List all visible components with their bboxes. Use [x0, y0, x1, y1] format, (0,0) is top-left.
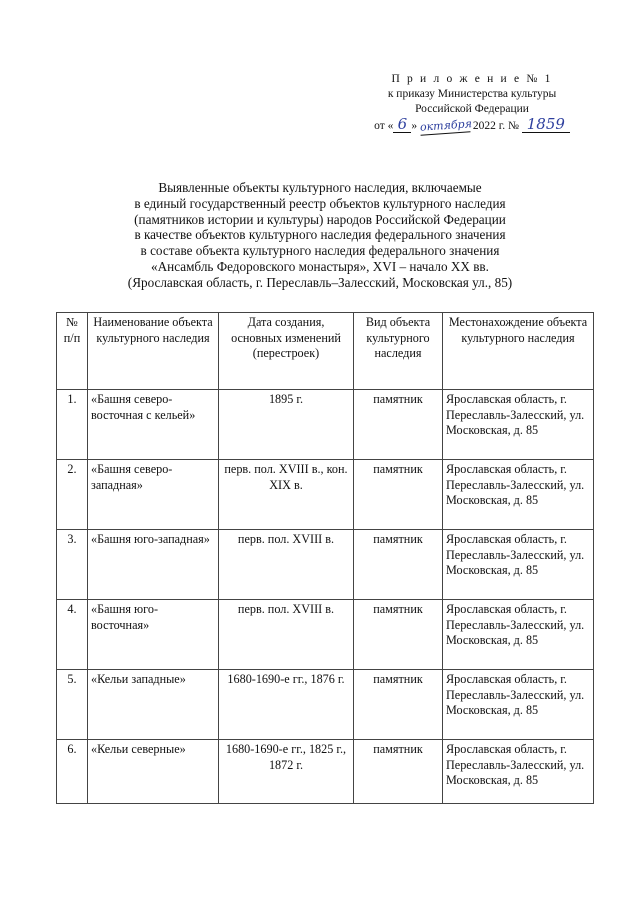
appendix-line-2: Российской Федерации — [415, 103, 529, 115]
cell-num: 4. — [57, 600, 88, 670]
order-day-handwritten: 6 — [393, 117, 411, 133]
table-row — [57, 670, 594, 740]
cell-location: Ярославская область, г. Переславль-Залесский, ул. Московская, д. 85 — [443, 600, 594, 670]
header-num: № п/п — [57, 313, 88, 390]
title-line: в качестве объектов культурного наследия федерального значения — [134, 227, 506, 243]
cell-name: «Башня юго-восточная» — [88, 600, 219, 670]
header-date: Дата создания, основных изменений (перестроек) — [219, 313, 354, 390]
header-location: Местонахождение объекта культурного наследия — [443, 313, 594, 390]
document-title — [70, 180, 570, 291]
cell-date: перв. пол. XVIII в. — [219, 600, 354, 670]
cell-date: 1680-1690-е гг., 1825 г., 1872 г. — [219, 740, 354, 804]
cell-location: Ярославская область, г. Переславль-Залесский, ул. Московская, д. 85 — [443, 390, 594, 460]
order-reference — [372, 117, 572, 134]
title-line: (Ярославская область, г. Переславль–Залесский, Московская ул., 85) — [127, 274, 513, 290]
cell-type: памятник — [354, 460, 443, 530]
table-row — [57, 460, 594, 530]
cell-type: памятник — [354, 670, 443, 740]
cell-num: 5. — [57, 670, 88, 740]
cell-name: «Башня юго-западная» — [88, 530, 219, 600]
title-line: «Ансамбль Федоровского монастыря», XVI – начало XX вв. — [151, 258, 489, 274]
cell-date: перв. пол. XVIII в., кон. XIX в. — [219, 460, 354, 530]
cell-name: «Кельи западные» — [88, 670, 219, 740]
table-row — [57, 530, 594, 600]
cell-location: Ярославская область, г. Переславль-Залесский, ул. Московская, д. 85 — [443, 460, 594, 530]
cell-type: памятник — [354, 740, 443, 804]
title-line: Выявленные объекты культурного наследия, включаемые — [158, 180, 482, 195]
cell-location: Ярославская область, г. Переславль-Залесский, ул. Московская, д. 85 — [443, 740, 594, 804]
header-type: Вид объекта культурного наследия — [354, 313, 443, 390]
order-month-handwritten: октября — [419, 117, 473, 134]
title-line: (памятников истории и культуры) народов Российской Федерации — [134, 211, 506, 227]
cell-type: памятник — [354, 600, 443, 670]
cell-type: памятник — [354, 390, 443, 460]
cell-num: 2. — [57, 460, 88, 530]
cell-name: «Кельи северные» — [88, 740, 219, 804]
heritage-objects-table — [56, 312, 594, 804]
table-row — [57, 740, 594, 804]
appendix-title: П р и л о ж е н и е № 1 — [391, 73, 553, 85]
cell-num: 6. — [57, 740, 88, 804]
table-header-row — [57, 313, 594, 390]
cell-type: памятник — [354, 530, 443, 600]
appendix-block — [372, 72, 572, 134]
cell-name: «Башня северо-западная» — [88, 460, 219, 530]
order-mid: » — [411, 120, 418, 132]
order-number-handwritten: 1859 — [522, 117, 570, 133]
order-prefix: от « — [374, 120, 394, 132]
cell-name: «Башня северо-восточная с кельей» — [88, 390, 219, 460]
table-row — [57, 600, 594, 670]
cell-location: Ярославская область, г. Переславль-Залесский, ул. Московская, д. 85 — [443, 670, 594, 740]
cell-num: 3. — [57, 530, 88, 600]
cell-num: 1. — [57, 390, 88, 460]
cell-date: 1680-1690-е гг., 1876 г. — [219, 670, 354, 740]
cell-date: перв. пол. XVIII в. — [219, 530, 354, 600]
title-line: в единый государственный реестр объектов культурного наследия — [134, 195, 506, 211]
cell-date: 1895 г. — [219, 390, 354, 460]
cell-location: Ярославская область, г. Переславль-Залесский, ул. Московская, д. 85 — [443, 530, 594, 600]
title-line: в составе объекта культурного наследия федерального значения — [140, 243, 500, 259]
table-row — [57, 390, 594, 460]
order-year-text: 2022 г. № — [472, 120, 519, 132]
header-name: Наименование объекта культурного наследия — [88, 313, 219, 390]
appendix-line-1: к приказу Министерства культуры — [387, 88, 557, 100]
